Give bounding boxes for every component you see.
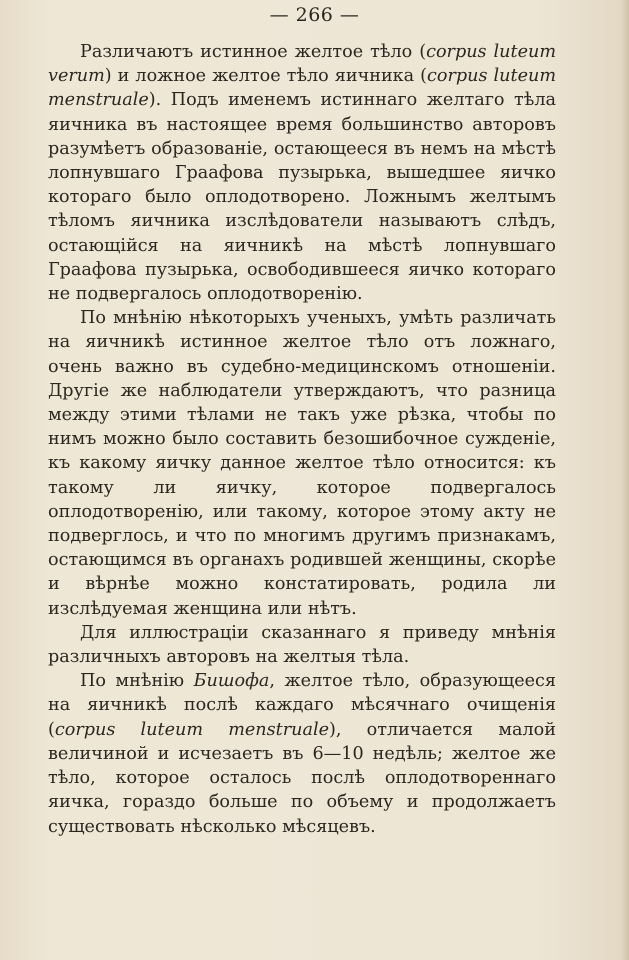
text-segment: , желтое тѣло, образующееся на яичникѣ послѣ каждаго мѣсячнаго очищенія ( (48, 671, 557, 740)
page-number: — 266 — (269, 4, 360, 26)
text-segment: ). Подъ именемъ истиннаго желтаго тѣла яичника въ настоящее время большинство авторовъ разумѣетъ образованіе, остающееся въ немъ на мѣстѣ лопнувшаго Граафова пузырька, вышедшее яичко котораго было оплодотворено. Ложнымъ желтымъ тѣломъ яичника изслѣдователи называютъ слѣдъ, остающійся на яичникѣ на мѣстѣ лопнувшаго Граафова пузырька, освободившееся яичко котораго не подвергалось оплодотворенію. (48, 90, 556, 305)
paragraph (48, 306, 556, 621)
latin-term: corpus luteum menstruale (48, 66, 556, 111)
author-name: Бишофа (193, 671, 270, 692)
latin-term: corpus luteum verum (48, 42, 557, 87)
latin-term: corpus luteum menstruale (54, 719, 330, 740)
text-segment: Различаютъ истинное желтое тѣло ( (80, 42, 427, 62)
paragraph (48, 621, 556, 669)
text-segment: По мнѣнію (80, 671, 194, 692)
text-segment: ) и ложное желтое тѣло яичника ( (104, 66, 428, 87)
page-edge-shadow (621, 0, 629, 960)
paragraph (48, 40, 556, 306)
text-segment: ), отличается малой величиной и исчезаетъ въ 6—10 недѣль; желтое же тѣло, которое осталось послѣ оплодотвореннаго яичка, гораздо больше по объему и продолжаетъ существовать нѣсколько мѣсяцевъ. (48, 719, 556, 837)
text-segment: Для иллюстраціи сказаннаго я приведу мнѣнія различныхъ авторовъ на желтыя тѣла. (48, 622, 556, 668)
body-text (48, 40, 556, 839)
text-segment: По мнѣнію нѣкоторыхъ ученыхъ, умѣть различать на яичникѣ истинное желтое тѣло отъ ложнаго, очень важно въ судебно-медицинскомъ отношеніи. Другіе же наблюдатели утверждаютъ, что разница между этими тѣлами не такъ уже рѣзка, чтобы по нимъ можно было составить безошибочное сужденіе, къ какому яичку данное желтое тѣло относится: къ такому ли яичку, которое подвергалось оплодотворенію, или такому, которое этому акту не подверглось, и что по многимъ другимъ признакамъ, остающимся въ органахъ родившей женщины, скорѣе и вѣрнѣе можно констатировать, родила ли изслѣдуемая женщина или нѣтъ. (48, 308, 556, 619)
paragraph (48, 669, 556, 838)
